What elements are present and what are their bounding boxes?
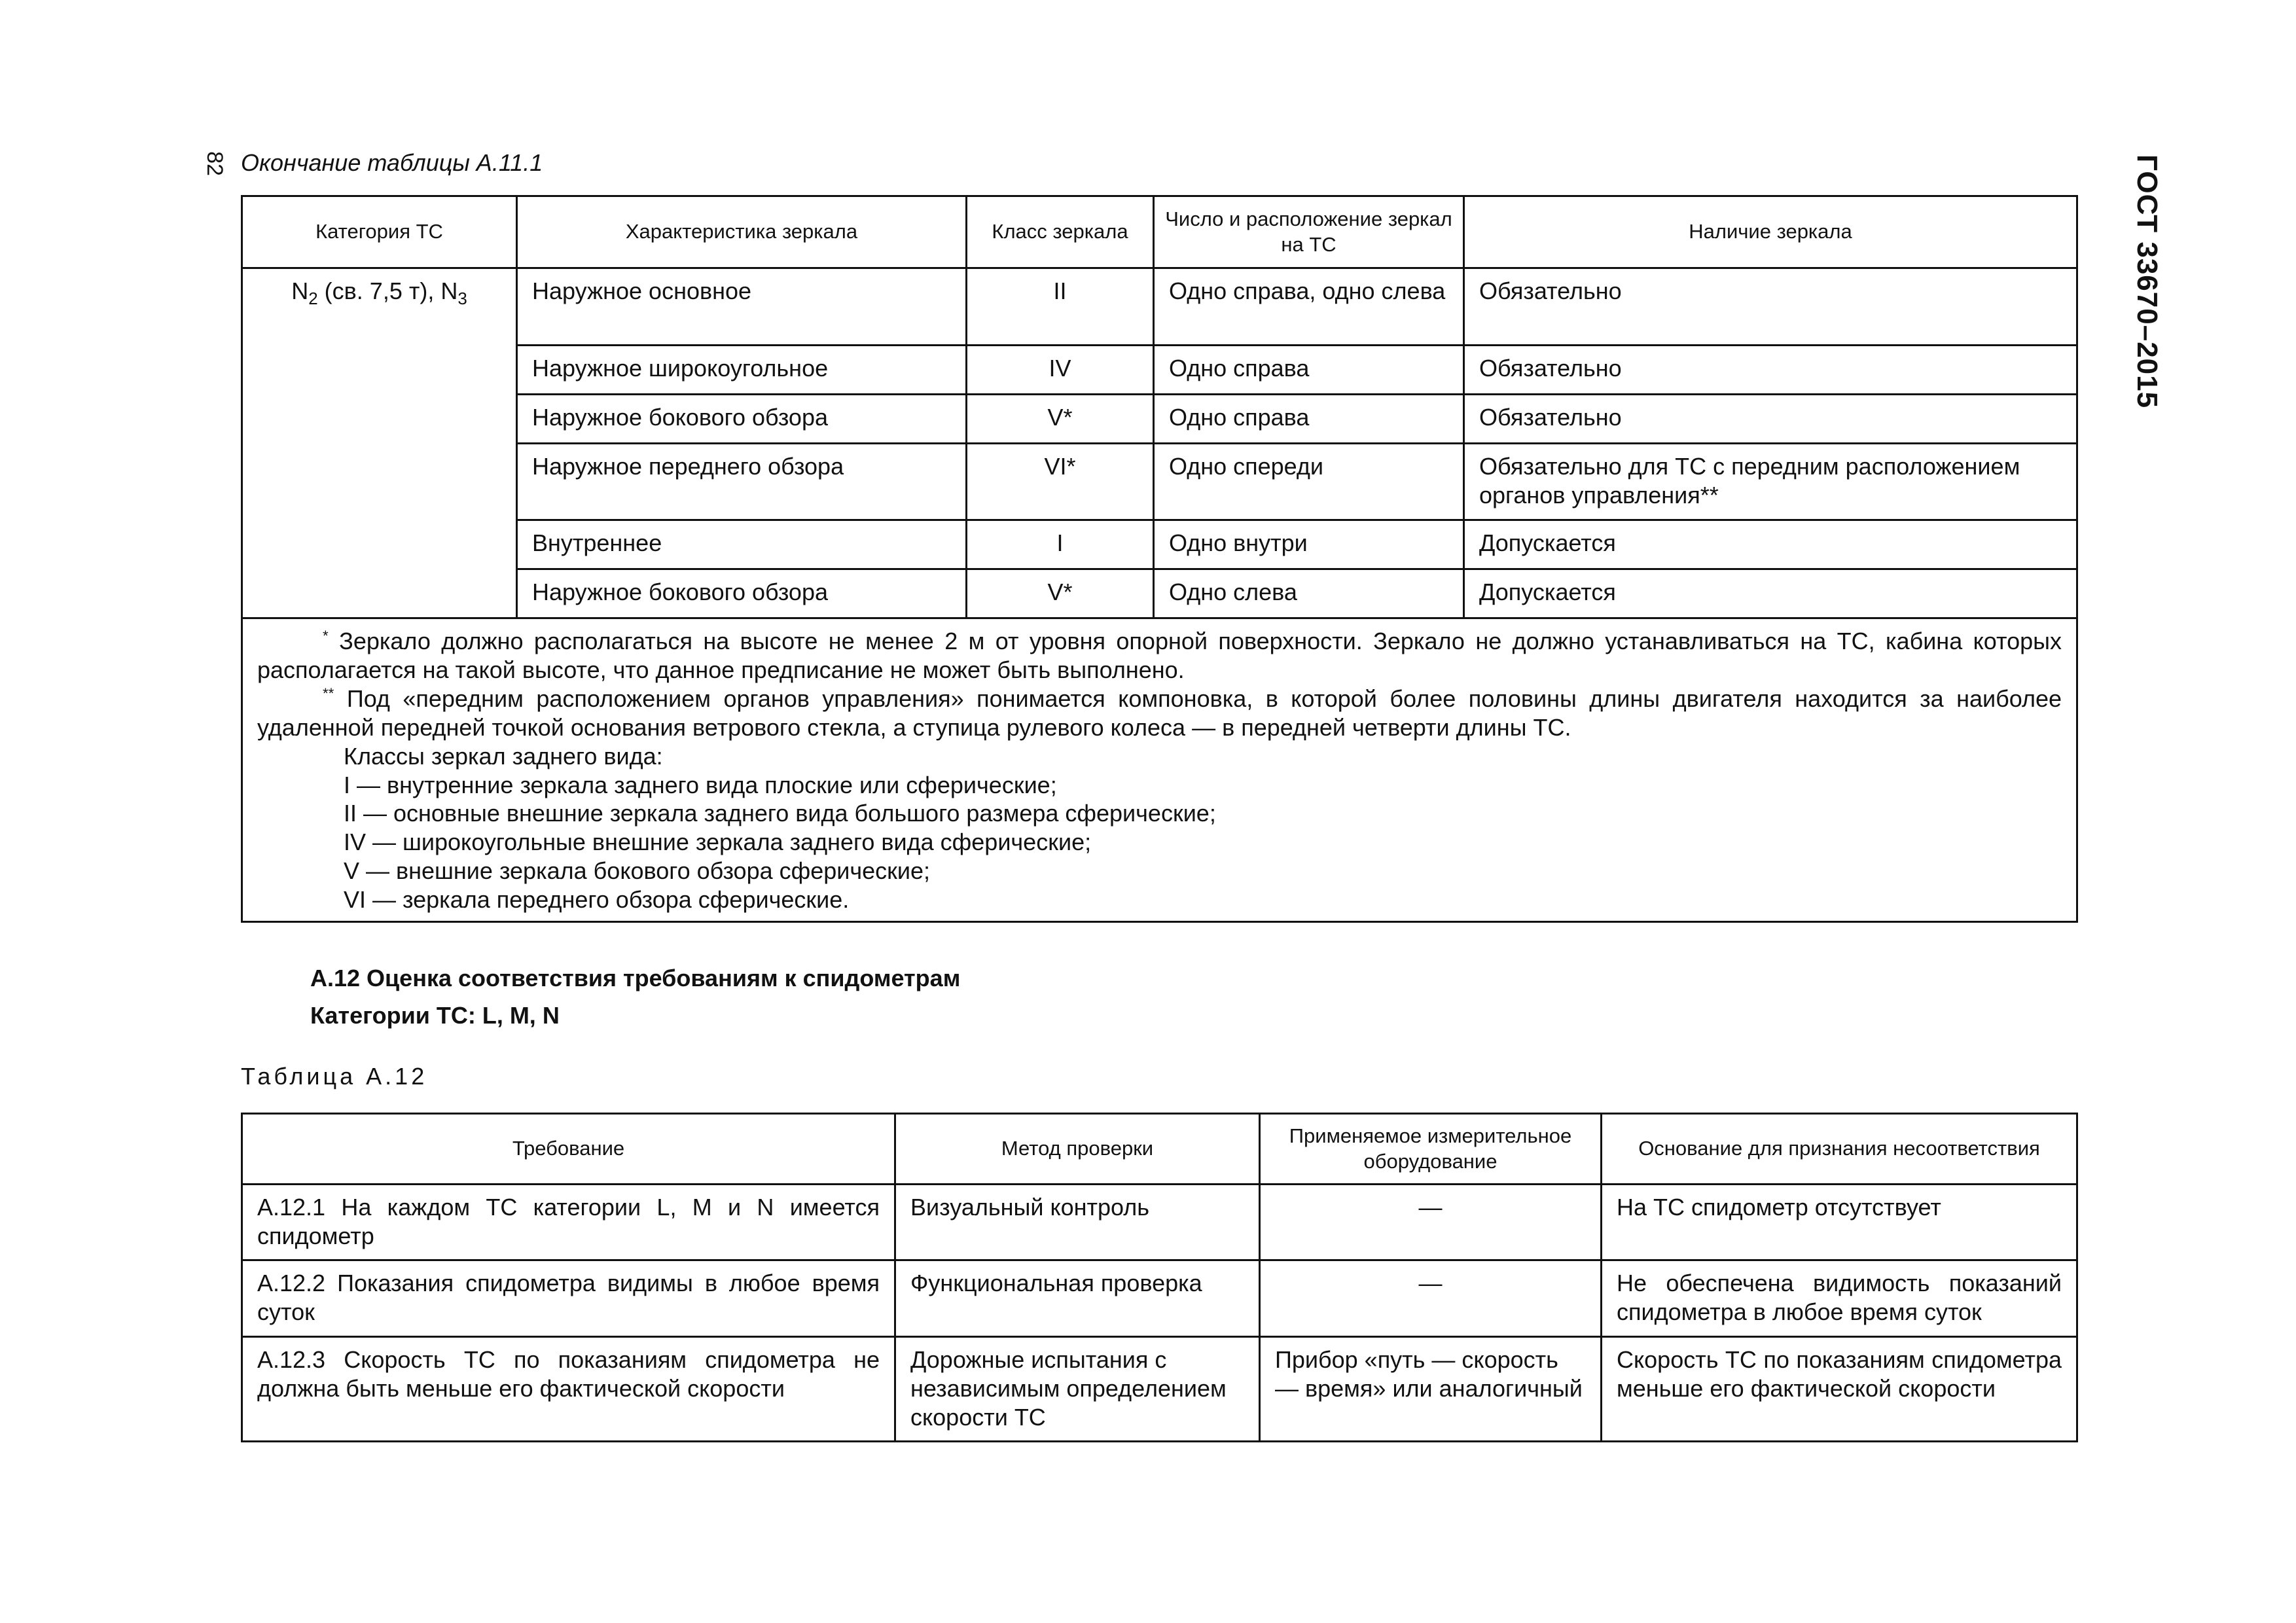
table-row — [242, 395, 2077, 444]
mirror-characteristic: Внутреннее — [517, 520, 967, 569]
mirror-class-definition: VI — зеркала переднего обзора сферические. — [344, 886, 850, 914]
category-n-letter: N — [291, 277, 309, 304]
mirror-count: Одно внутри — [1154, 520, 1464, 569]
nonconformity-basis: На ТС спидометр отсутствует — [1602, 1185, 2077, 1260]
footnote-1-text: Зеркало должно располагаться на высоте не менее 2 м от уровня опорной поверхности. Зеркало не должно устанавливаться на ТС, кабина которых располагается на такой высоте, что данное предписание не может быть выполнено. — [257, 628, 2062, 683]
check-method: Функциональная проверка — [895, 1260, 1260, 1337]
mirror-presence: Допускается — [1464, 569, 2077, 618]
mirror-count: Одно спереди — [1154, 444, 1464, 520]
mirror-count: Одно слева — [1154, 569, 1464, 618]
header-measuring-equipment: Применяемое измерительное оборудование — [1260, 1114, 1602, 1185]
category-n3-subscript: 3 — [457, 290, 467, 309]
table-row — [242, 1260, 2077, 1337]
mirror-characteristic: Наружное переднего обзора — [517, 444, 967, 520]
mirror-count: Одно справа, одно слева — [1154, 268, 1464, 346]
table-header-row — [242, 196, 2077, 268]
requirement-text: А.12.3 Скорость ТС по показаниям спидометра не должна быть меньше его фактической скорости — [242, 1337, 895, 1442]
mirror-characteristic: Наружное бокового обзора — [517, 395, 967, 444]
header-check-method: Метод проверки — [895, 1114, 1260, 1185]
mirror-class-definition: I — внутренние зеркала заднего вида плоские или сферические; — [344, 771, 1057, 798]
table-notes-row — [242, 618, 2077, 922]
table-row — [242, 346, 2077, 395]
measuring-equipment: Прибор «путь — скорость — время» или аналогичный — [1260, 1337, 1602, 1442]
check-method: Дорожные испытания с независимым определением скорости ТС — [895, 1337, 1260, 1442]
mirror-presence: Обязательно — [1464, 268, 2077, 346]
category-middle-text: (св. 7,5 т), N — [317, 277, 458, 304]
table-row — [242, 1337, 2077, 1442]
mirror-characteristic: Наружное широкоугольное — [517, 346, 967, 395]
header-requirement: Требование — [242, 1114, 895, 1185]
header-vehicle-category: Категория ТС — [242, 196, 517, 268]
mirror-class-definition: II — основные внешние зеркала заднего вида большого размера сферические; — [344, 800, 1216, 827]
mirror-class-definition: V — внешние зеркала бокового обзора сферические; — [344, 857, 931, 885]
table-row — [242, 520, 2077, 569]
mirror-class: VI* — [967, 444, 1154, 520]
nonconformity-basis: Скорость ТС по показаниям спидометра меньше его фактической скорости — [1602, 1337, 2077, 1442]
mirror-presence: Допускается — [1464, 520, 2077, 569]
mirror-class: V* — [967, 395, 1154, 444]
table-notes — [242, 618, 2077, 922]
mirror-characteristic: Наружное основное — [517, 268, 967, 346]
mirror-requirements-table — [241, 195, 2078, 923]
table-row — [242, 444, 2077, 520]
section-heading: А.12 Оценка соответствия требованиям к спидометрам — [310, 965, 961, 991]
mirror-classes-title: Классы зеркал заднего вида: — [344, 742, 663, 770]
footnote-2-text: Под «передним расположением органов управления» понимается компоновка, в которой более половины длины двигателя находится за наиболее удаленной передней точкой основания ветрового стекла, а ступица рулевого колеса — в передней четверти длины ТС. — [257, 685, 2062, 741]
mirror-class: II — [967, 268, 1154, 346]
category-n2-subscript: 2 — [308, 290, 318, 309]
mirror-class: I — [967, 520, 1154, 569]
table-row — [242, 569, 2077, 618]
mirror-count: Одно справа — [1154, 395, 1464, 444]
measuring-equipment: — — [1260, 1185, 1602, 1260]
header-mirror-count-placement: Число и расположение зеркал на ТС — [1154, 196, 1464, 268]
requirement-text: А.12.1 На каждом ТС категории L, M и N имеется спидометр — [242, 1185, 895, 1260]
mirror-count: Одно справа — [1154, 346, 1464, 395]
table-row — [242, 268, 2077, 346]
mirror-class: V* — [967, 569, 1154, 618]
speedometer-requirements-table — [241, 1113, 2078, 1442]
nonconformity-basis: Не обеспечена видимость показаний спидометра в любое время суток — [1602, 1260, 2077, 1337]
vehicle-category-cell — [242, 268, 517, 618]
footnote-1-mark: * — [323, 628, 329, 644]
table-row — [242, 1185, 2077, 1260]
footnote-2 — [257, 685, 2062, 742]
header-mirror-characteristic: Характеристика зеркала — [517, 196, 967, 268]
footnote-2-mark: ** — [323, 685, 334, 702]
header-mirror-class: Класс зеркала — [967, 196, 1154, 268]
table-caption: Таблица А.12 — [241, 1063, 428, 1090]
mirror-characteristic: Наружное бокового обзора — [517, 569, 967, 618]
page-number: 82 — [202, 151, 227, 176]
footnote-1 — [257, 627, 2062, 685]
mirror-class: IV — [967, 346, 1154, 395]
requirement-text: А.12.2 Показания спидометра видимы в любое время суток — [242, 1260, 895, 1337]
mirror-presence: Обязательно — [1464, 346, 2077, 395]
section-vehicle-categories: Категории ТС: L, M, N — [310, 1002, 560, 1029]
header-mirror-presence: Наличие зеркала — [1464, 196, 2077, 268]
measuring-equipment: — — [1260, 1260, 1602, 1337]
document-standard-title: ГОСТ 33670–2015 — [2131, 154, 2163, 409]
table-header-row — [242, 1114, 2077, 1185]
mirror-presence: Обязательно для ТС с передним расположением органов управления** — [1464, 444, 2077, 520]
mirror-presence: Обязательно — [1464, 395, 2077, 444]
mirror-class-definition: IV — широкоугольные внешние зеркала заднего вида сферические; — [344, 829, 1092, 856]
header-nonconformity-basis: Основание для признания несоответствия — [1602, 1114, 2077, 1185]
check-method: Визуальный контроль — [895, 1185, 1260, 1260]
table-continuation-caption: Окончание таблицы А.11.1 — [241, 149, 543, 176]
